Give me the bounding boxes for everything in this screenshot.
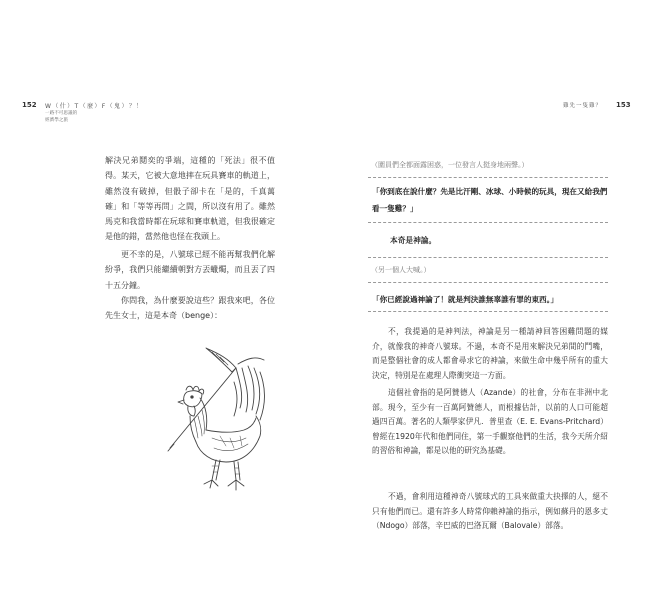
right-page-number: 153 bbox=[616, 101, 631, 109]
left-page-number: 152 bbox=[22, 101, 37, 109]
right-paragraph: 不過，會利用這種神奇八號球式的工具來做重大抉擇的人，絕不只有他們而已。還有許多人時常仰賴神諭的指示，例如蘇丹的恩多丈（Ndogo）部落，辛巴威的巴洛瓦爾（Balovale）部落。 bbox=[372, 492, 608, 530]
subtitle-line: 一路不可思議的 bbox=[45, 111, 78, 116]
stage-note: （圍員們全都面露困惑，一位發言人挺身地兩聲。） bbox=[371, 161, 529, 169]
right-paragraph: 這個社會指的是阿贊德人（Azande）的社會，分布在非洲中北部。現今，至少有一百萬阿贊德人，而根據估計，以前的人口可能超過四百萬。著名的人類學家伊凡．普里查（E. E. Evans-Pritchard）曾經在1920年代和他們同住，第一手觀察他們的生活，我今天所介紹的習俗和神論，都是以他的研究為基礎。 bbox=[372, 388, 608, 455]
left-paragraph: 更不幸的是，八號球已經不能再幫我們化解紛爭，我們只能繼續朝對方丟蠟燭，而且丟了四十五分鐘。 bbox=[105, 250, 275, 290]
rooster-illustration-icon bbox=[150, 338, 290, 498]
dashed-divider bbox=[368, 282, 608, 283]
left-paragraph: 你問我，為什麼要說這些？跟我來吧，各位先生女士，這是本奇（benge）： bbox=[105, 296, 275, 321]
quote-block: 「你已經說過神論了！就是判決誰無辜誰有罪的東西。」 bbox=[372, 295, 559, 304]
right-paragraph: 不，我提過的是神判法，神論是另一種請神回答困難問題的媒介，就像我的神奇八號球。不過，本奇不是用來解決兄弟間的鬥嘴，而是整個社會的成人都會尋求它的神論，來做生命中幾乎所有的重大決定，特別是在處理人際衝突這一方面。 bbox=[372, 327, 608, 380]
left-subtitle bbox=[45, 110, 77, 124]
dashed-divider bbox=[368, 177, 608, 178]
dashed-divider bbox=[368, 257, 608, 258]
dashed-divider bbox=[368, 311, 608, 312]
quote-block: 「你到底在說什麼？先是比汗剛、冰球、小時候的玩具，現在又給我們看一隻雞？」 bbox=[372, 187, 608, 213]
right-running-title: 雞先一隻雞？ bbox=[563, 103, 603, 109]
stage-note: （另一個人大喊。） bbox=[371, 266, 431, 274]
left-running-title: W（什）T（麼）F（鬼）？！ bbox=[45, 103, 144, 110]
left-paragraph: 解決兄弟鬩奕的爭端，這種的「死法」很不值得。某天，它被大意地摔在玩具賽車的軌道上，雖然沒有破掉，但骰子卻卡在「是的，千真萬確」和「等等再問」之間，所以沒有用了。雖然馬克和我當時都在玩球和賽車軌道，但我很確定是他的錯，當然他也怪在我頭上。 bbox=[105, 156, 275, 242]
subtitle-line: 經濟學之旅 bbox=[45, 118, 68, 123]
dashed-divider bbox=[368, 222, 608, 223]
reply-text: 本奇是神論。 bbox=[390, 236, 437, 245]
